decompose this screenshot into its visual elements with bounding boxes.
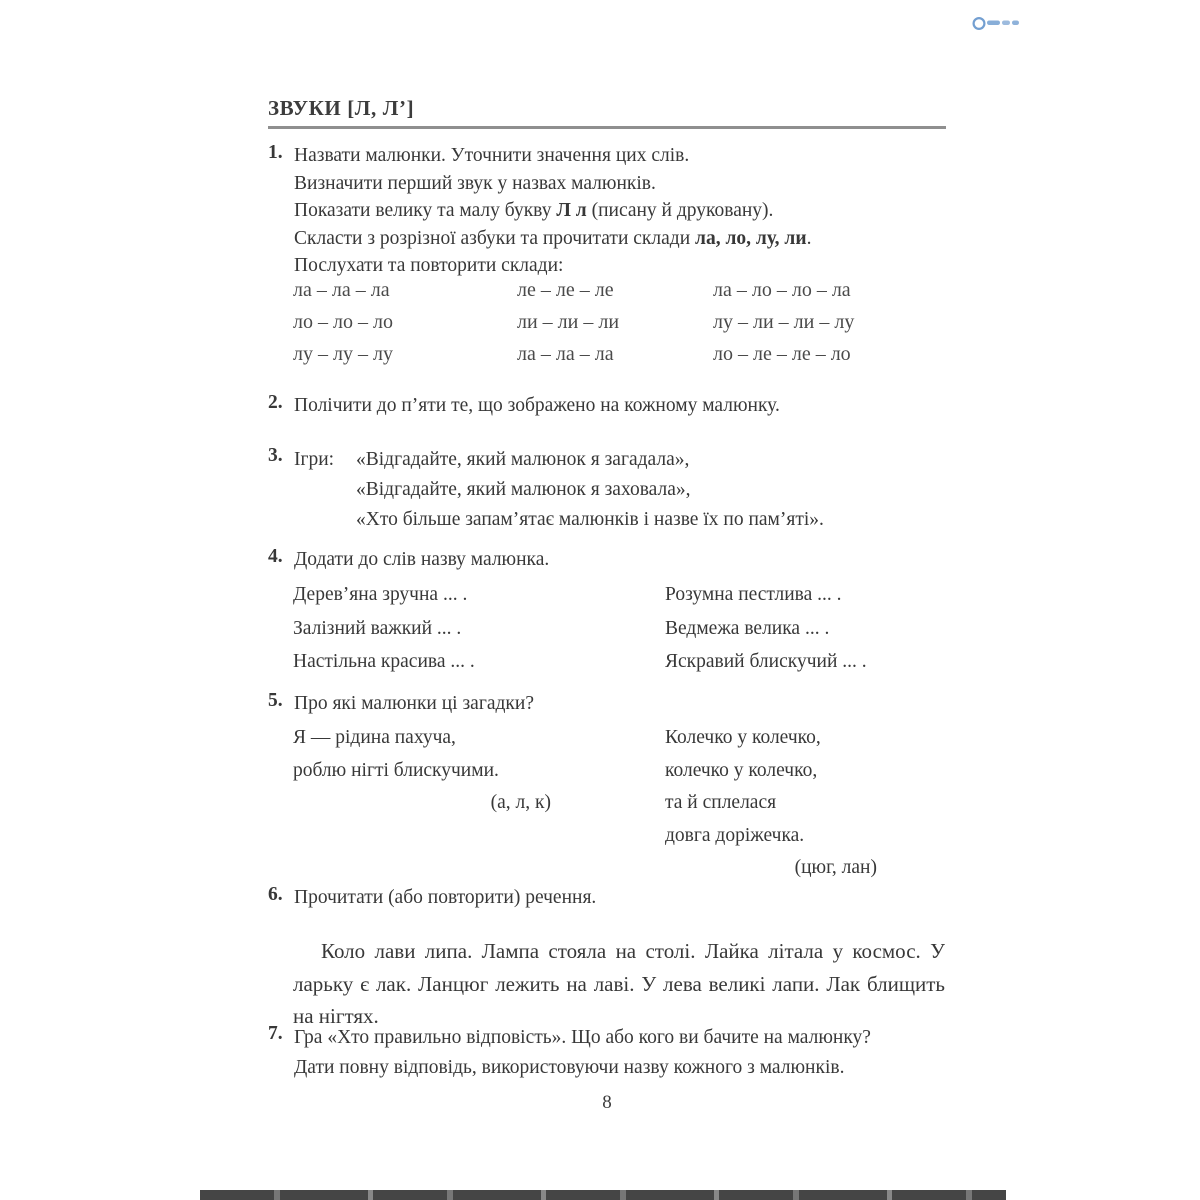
task-7-line-2: Дати повну відповідь, використовуючи назву кожного з малюнків. [294,1057,845,1078]
syllable-cell: лу – лу – лу [293,343,393,365]
task-4 [268,546,988,574]
task-4-right-column [665,578,867,679]
task-6-title: Прочитати (або повторити) речення. [294,887,597,908]
next-page-edge [200,1190,1006,1200]
publisher-logo-icon [972,16,1022,31]
syllable-column-2 [517,274,619,370]
text-segment: (писану й друковану). [586,200,774,221]
page-number: 8 [602,1092,612,1113]
syllable-column-3 [713,274,854,370]
task-number: 5. [268,690,283,711]
syllables-highlight: ла, ло, лу, ли [695,227,807,249]
syllable-cell: ла – ла – ла [293,279,390,301]
task-3-game-1: «Відгадайте, який малюнок я загадала», [356,449,690,470]
task-1-line-3 [294,197,988,225]
title-rule [268,126,946,129]
phrase: Ведмежа велика ... . [665,617,830,639]
text-segment: . [806,227,812,249]
riddle-line: Я — рідина пахуча, [293,727,456,748]
riddle-line: довга доріжечка. [665,824,805,846]
text-segment: Показати велику та малу букву [294,200,557,221]
phrase: Дерев’яна зручна ... . [293,584,468,605]
syllable-cell: ле – ле – ле [517,279,614,301]
task-6 [268,884,988,912]
text-segment: Скласти з розрізної азбуки та прочитати склади [294,227,696,249]
task-number: 1. [268,142,283,163]
task-3-game-3: «Хто більше запам’ятає малюнків і назве їх по пам’яті». [356,509,824,530]
task-1-body [294,142,988,280]
task-5-title: Про які малюнки ці загадки? [294,693,534,714]
task-1-line-1: Назвати малюнки. Уточнити значення цих слів. [294,145,690,166]
syllable-cell: лу – ли – ли – лу [713,311,855,333]
task-7 [268,1023,988,1083]
phrase: Залізний важкий ... . [293,617,462,639]
syllable-cell: ла – ло – ло – ла [713,279,851,301]
riddle-line: Колечко у колечко, [665,727,821,748]
task-number: 7. [268,1023,283,1044]
task-3 [268,445,824,535]
task-3-label: Ігри: [294,449,335,470]
task-7-line-1: Гра «Хто правильно відповість». Що або кого ви бачите на малюнку? [294,1027,871,1048]
phrase: Розумна пестлива ... . [665,584,842,605]
page-title: ЗВУКИ [Л, Л’] [268,96,415,120]
task-1 [268,142,988,280]
letter-highlight: Л л [556,200,587,221]
task-1-line-2: Визначити перший звук у назвах малюнків. [294,172,656,194]
syllable-cell: ло – ло – ло [293,311,393,333]
task-1-line-4 [294,225,988,253]
reading-paragraph: Коло лави липа. Лампа стояла на столі. Лайка літала у космос. У ларьку є лак. Ланцюг лежить на лаві. У лева великі лапи. Лак блищить на нігтях. [293,939,945,1028]
phrase: Яскравий блискучий ... . [665,651,867,672]
riddle-line: колечко у колечко, [665,759,818,781]
task-3-game-2: «Відгадайте, який малюнок я заховала», [356,479,691,500]
riddle-left [293,722,555,820]
syllable-cell: ли – ли – ли [517,311,620,333]
phrase: Настільна красива ... . [293,651,475,672]
task-5 [268,690,988,718]
syllable-cell: ла – ла – ла [517,343,614,365]
riddle-answer: (а, л, к) [490,792,551,813]
task-number: 6. [268,884,283,905]
task-1-line-5: Послухати та повторити склади: [294,255,564,276]
syllable-cell: ло – ле – ле – ло [713,343,851,365]
riddle-answer: (цюг, лан) [794,857,877,878]
task-number: 2. [268,392,283,413]
task-2 [268,392,988,420]
task-4-title: Додати до слів назву малюнка. [294,549,550,570]
task-number: 4. [268,546,283,567]
syllable-column-1 [293,274,393,370]
riddle-line: роблю нігті блискучими. [293,759,499,781]
task-number: 3. [268,445,283,466]
riddle-line: та й сплелася [665,792,777,813]
riddle-right [665,722,877,885]
task-2-text: Полічити до п’яти те, що зображено на кожному малюнку. [294,395,780,416]
task-4-left-column [293,578,475,679]
